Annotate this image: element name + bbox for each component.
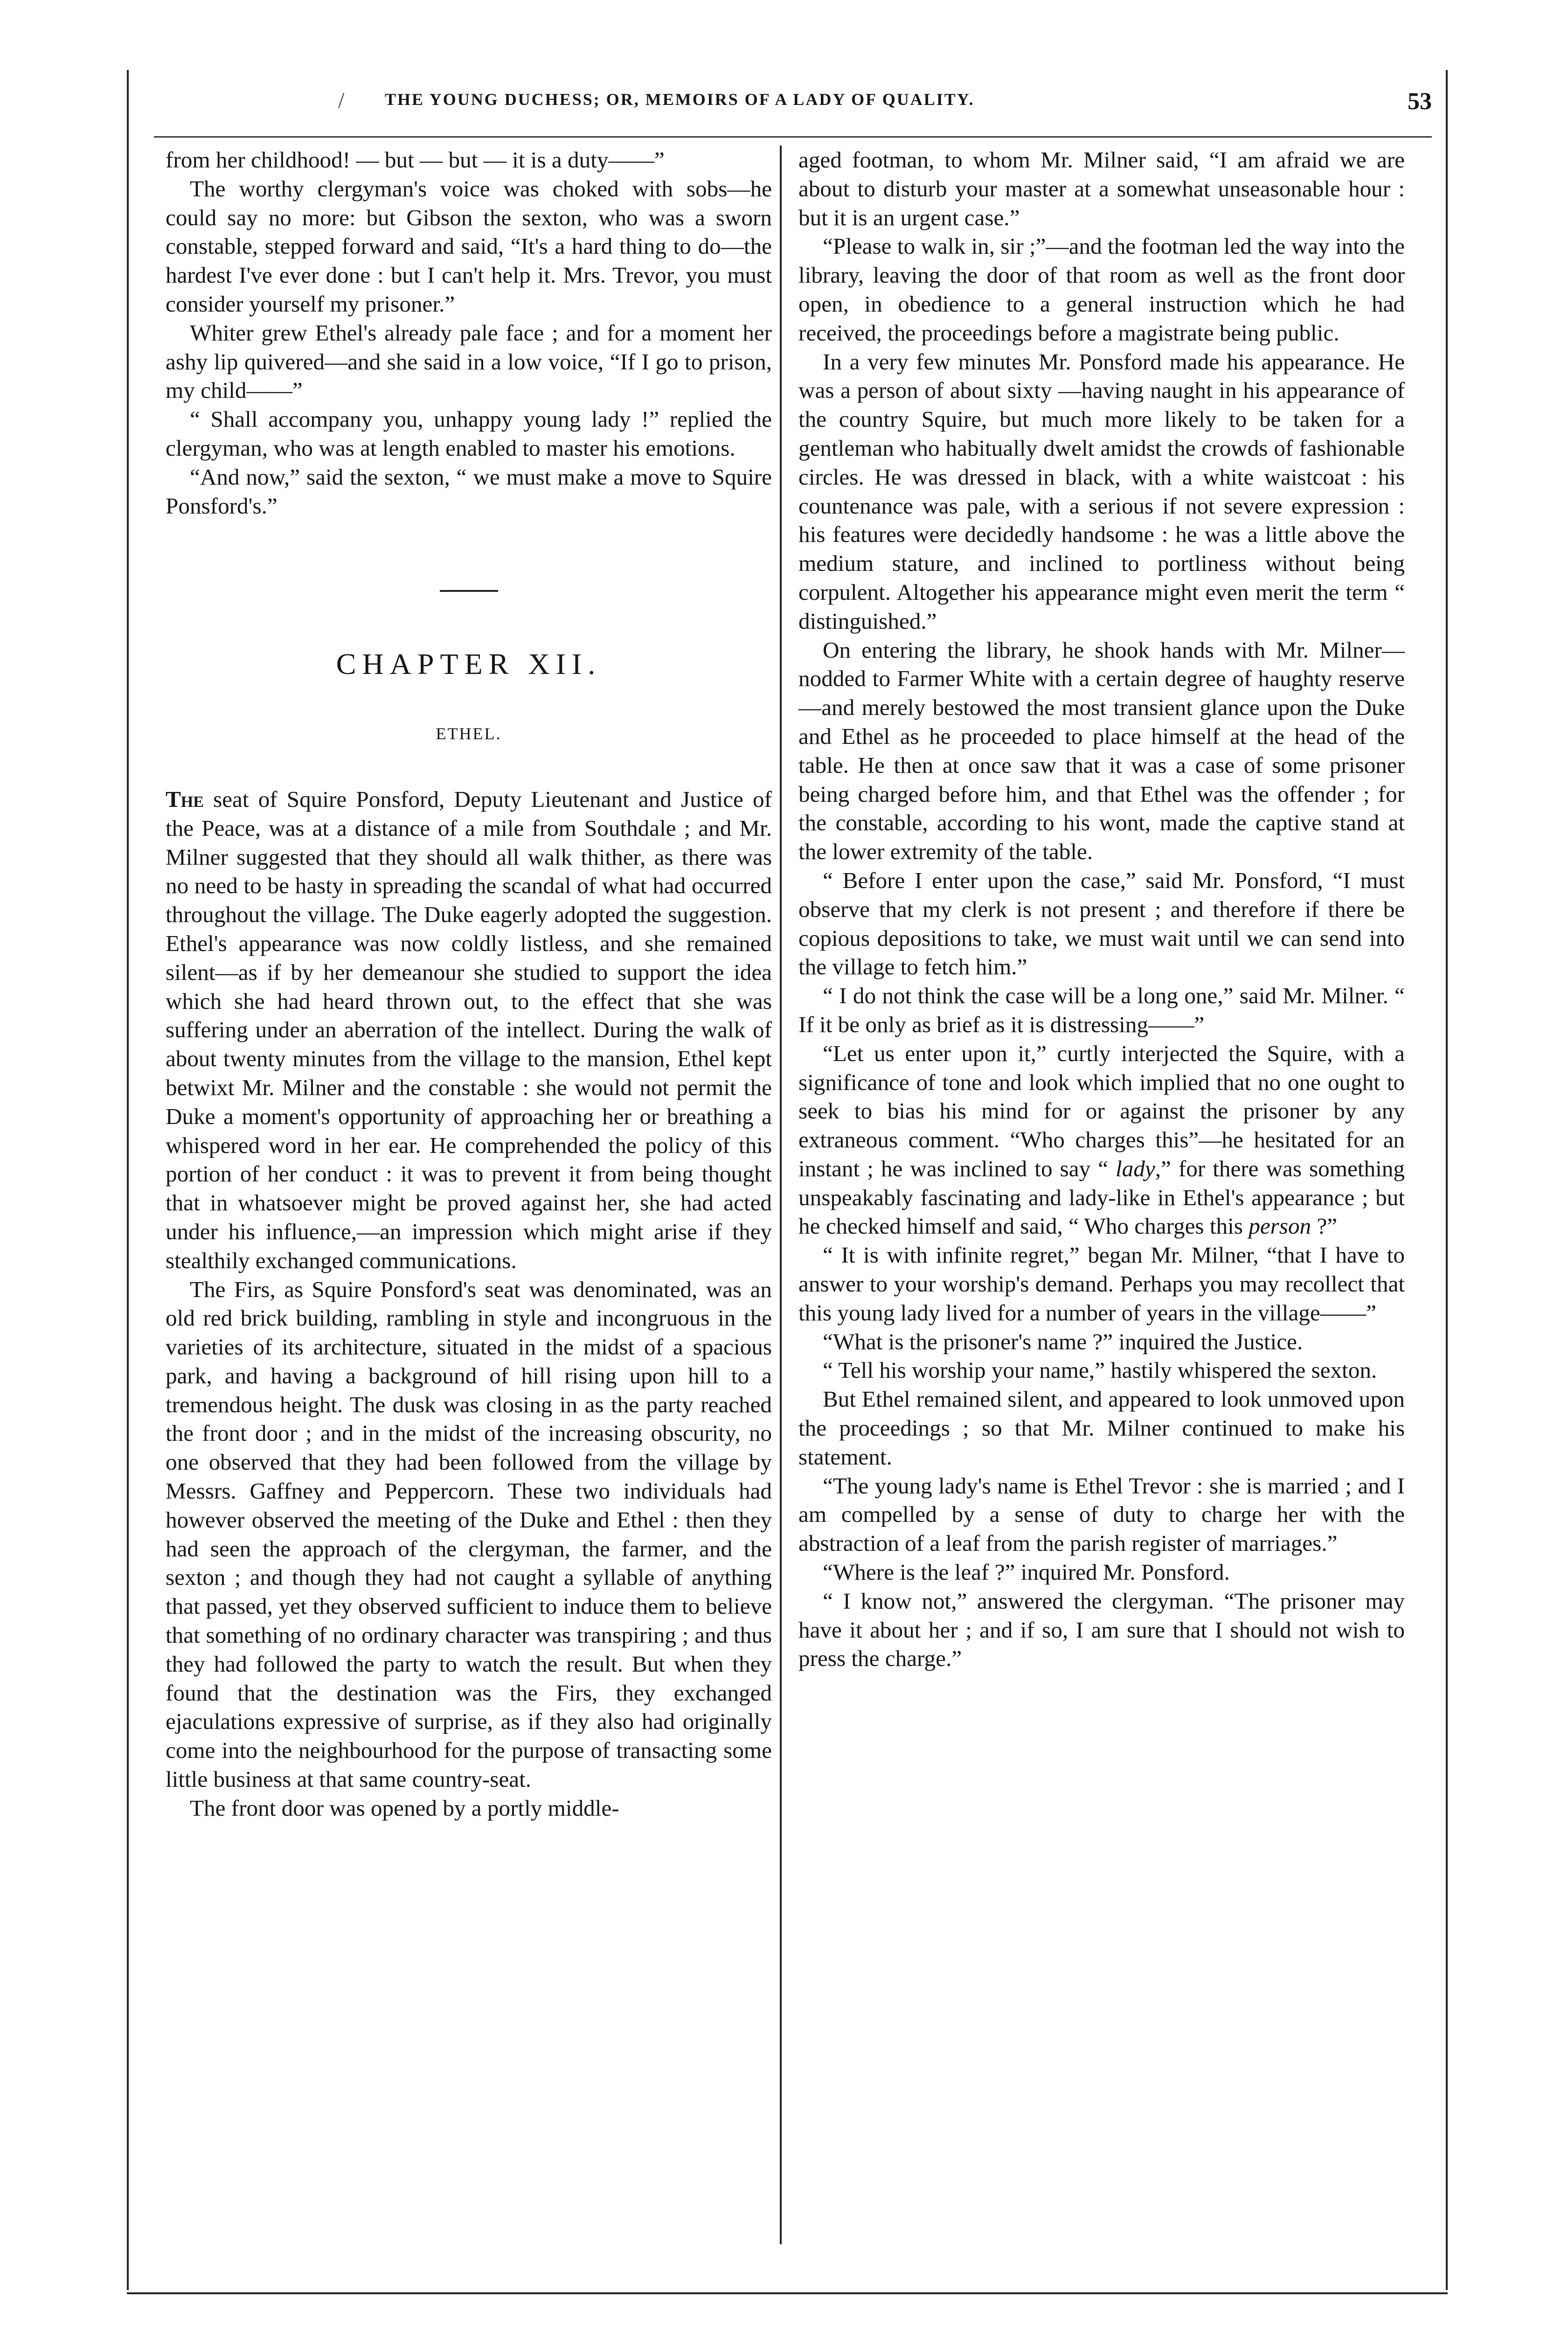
paragraph: “What is the prisoner's name ?” inquired the Justice. [823, 1328, 1303, 1354]
paragraph: “The young lady's name is Ethel Trevor : she is married ; and I am compelled by a sense of duty to charge her with the abstraction of a leaf from the parish register of marriages.” [798, 1472, 1405, 1556]
running-header [154, 88, 1432, 125]
paragraph [798, 1039, 1405, 1241]
running-title: THE YOUNG DUCHESS; OR, MEMOIRS OF A LADY OF QUALITY. [385, 90, 975, 109]
paragraph: “Please to walk in, sir ;”—and the footman led the way into the library, leaving the door of that room as well as the front door open, in obedience to a general instruction which he had received, the proceedings before a magistrate being public. [798, 233, 1405, 346]
paragraph: The Firs, as Squire Ponsford's seat was denominated, was an old red brick building, rambling in style and incongruous in the varieties of its architecture, situated in the midst of a spacious park, and having a background of hill rising upon hill to a tremendous height. The dusk was closing in as the party reached the front door ; and in the midst of the increasing obscurity, no one observed that they had been followed from the village by Messrs. Gaffney and Peppercorn. These two individuals had however observed the meeting of the Duke and Ethel : then they had seen the approach of the clergyman, the farmer, and the sexton ; and though they had not caught a syllable of anything that passed, yet they observed sufficient to induce them to believe that something of no ordinary character was transpiring ; and thus they had followed the party to watch the result. But when they found that the destination was the Firs, they exchanged ejaculations expressive of surprise, as if they also had originally come into the neighbourhood for the purpose of transacting some little business at that same country-seat. [166, 1276, 772, 1792]
paragraph: The front door was opened by a portly middle- [190, 1795, 619, 1821]
right-column [798, 146, 1405, 1673]
chapter-separator [440, 590, 498, 592]
italic-word: person [1249, 1213, 1311, 1239]
paragraph: The worthy clergyman's voice was choked with sobs—he could say no more: but Gibson the sexton, who was a sworn constable, stepped forward and said, “It's a hard thing to do—the hardest I've ever done : but I can't help it. Mrs. Trevor, you must consider yourself my prisoner.” [166, 175, 772, 317]
chapter-title: CHAPTER XII. [336, 647, 602, 681]
paragraph [166, 785, 772, 1275]
italic-word: lady [1116, 1155, 1155, 1181]
page-number: 53 [1408, 88, 1432, 115]
paragraph: aged footman, to whom Mr. Milner said, “I am afraid we are about to disturb your master at a somewhat unseasonable hour : but it is an urgent case.” [798, 147, 1405, 230]
paragraph-text: “Let us enter upon it,” curtly interjected the Squire, with a significance of tone and look which implied that no one ought to seek to bias his mind for or against the prisoner by any extraneous comment. “Who charges this”—he hesitated for an instant ; he was inclined to say “ [798, 1040, 1405, 1181]
paragraph-text: seat of Squire Ponsford, Deputy Lieutenant and Justice of the Peace, was at a distance of a mile from Southdale ; and Mr. Milner suggested that they should all walk thither, as there was no need to be hasty in spreading the scandal of what had occurred throughout the village. The Duke eagerly adopted the suggestion. Ethel's appearance was now coldly listless, and she remained silent—as if by her demeanour she studied to support the idea which she had heard thrown out, to the effect that she was suffering under an aberration of the intellect. During the walk of about twenty minutes from the village to the mansion, Ethel kept betwixt Mr. Milner and the constable : she would not permit the Duke a moment's opportunity of approaching her or breathing a whispered word in her ear. He comprehended the policy of this portion of her conduct : it was to prevent it from being thought that in whatsoever might be proved against her, she had acted under his influence,—an impression which might arise if they stealthily exchanged communications. [166, 786, 772, 1273]
left-margin-rule [127, 70, 129, 2290]
paragraph: On entering the library, he shook hands with Mr. Milner—nodded to Farmer White with a certain degree of haughty reserve—and merely bestowed the most transient glance upon the Duke and Ethel as he proceeded to place himself at the head of the table. He then at once saw that it was a case of some prisoner being charged before him, and that Ethel was the offender ; for the constable, according to his wont, made the captive stand at the lower extremity of the table. [798, 637, 1405, 865]
paragraph: Whiter grew Ethel's already pale face ; and for a moment her ashy lip quivered—and she said in a low voice, “If I go to prison, my child——” [166, 319, 772, 403]
paragraph: But Ethel remained silent, and appeared to look unmoved upon the proceedings ; so that Mr. Milner continued to make his statement. [798, 1386, 1405, 1470]
paragraph: “ Tell his worship your name,” hastily whispered the sexton. [823, 1357, 1377, 1383]
right-margin-rule [1446, 70, 1448, 2290]
paragraph: “ I know not,” answered the clergyman. “The prisoner may have it about her ; and if so, I am sure that I should not wish to press the charge.” [798, 1588, 1405, 1672]
paragraph-text: ?” [1311, 1213, 1338, 1239]
paragraph: “ I do not think the case will be a long one,” said Mr. Milner. “ If it be only as brief as it is distressing——” [798, 983, 1405, 1037]
column-divider [780, 146, 782, 2244]
paragraph: “Where is the leaf ?” inquired Mr. Ponsford. [823, 1559, 1230, 1585]
paragraph: In a very few minutes Mr. Ponsford made his appearance. He was a person of about sixty —having naught in his appearance of the country Squire, but much more likely to be taken for a gentleman who habitually dwelt amidst the crowds of fashionable circles. He was dressed in black, with a white waistcoat : his countenance was pale, with a serious if not severe expression : his features were decidedly handsome : he was a little above the medium stature, and inclined to portliness without being corpulent. Altogether his appearance might even merit the term “ distinguished.” [798, 348, 1405, 634]
paragraph-text: ,” for there was something unspeakably fascinating and lady-like in Ethel's appearance ; but he checked himself and said, “ Who charges this [798, 1155, 1405, 1239]
header-rule [154, 136, 1432, 138]
left-column [166, 146, 772, 1823]
paragraph: “ It is with infinite regret,” began Mr. Milner, “that I have to answer to your worship's demand. Perhaps you may recollect that this young lady lived for a number of years in the village——” [798, 1242, 1405, 1326]
paragraph: “ Before I enter upon the case,” said Mr. Ponsford, “I must observe that my clerk is not present ; and therefore if there be copious depositions to take, we must wait until we can send into the village to fetch him.” [798, 867, 1405, 980]
chapter-subtitle: ETHEL. [436, 724, 502, 743]
drop-lead-word: The [166, 786, 204, 812]
footer-rule [127, 2292, 1448, 2294]
paragraph: “And now,” said the sexton, “ we must make a move to Squire Ponsford's.” [166, 464, 772, 519]
paragraph: from her childhood! — but — but — it is a duty——” [166, 147, 665, 173]
paragraph: “ Shall accompany you, unhappy young lady !” replied the clergyman, who was at length enabled to master his emotions. [166, 406, 772, 461]
margin-mark: / [338, 88, 345, 113]
